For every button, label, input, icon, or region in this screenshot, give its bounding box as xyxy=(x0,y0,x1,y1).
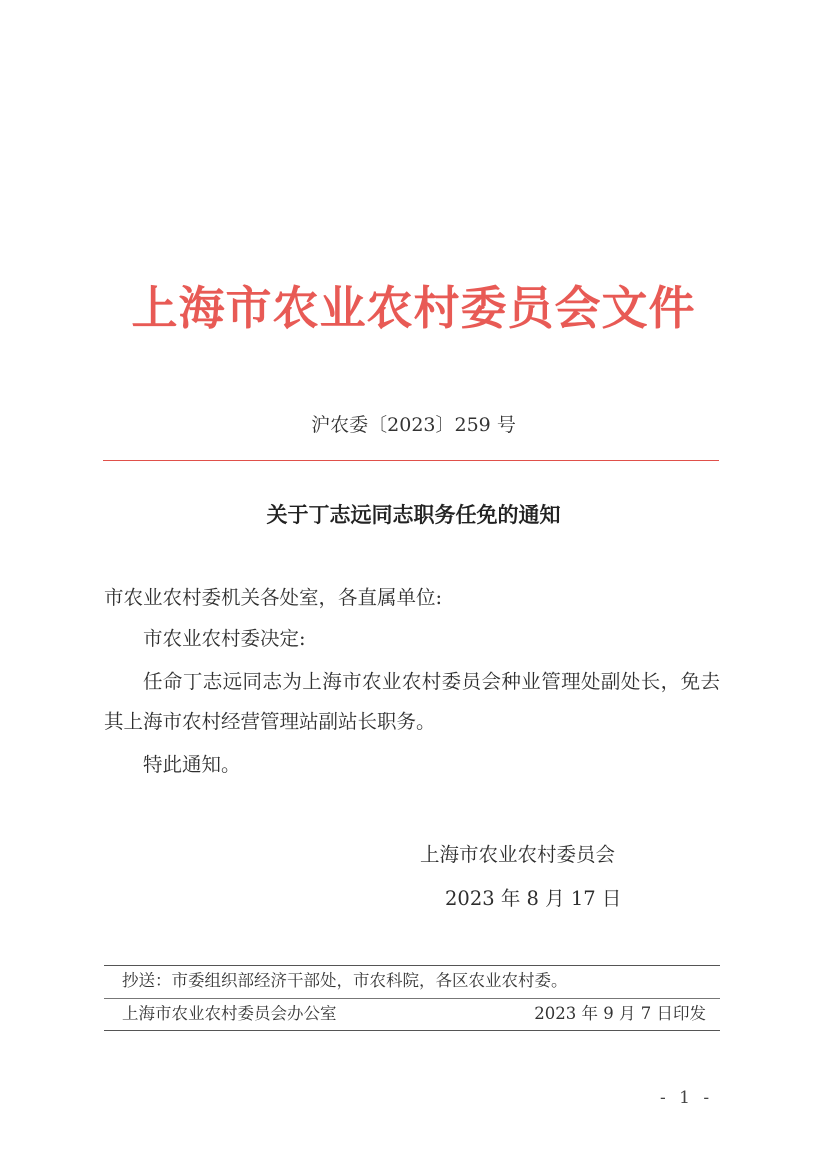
decision-line: 市农业农村委决定: xyxy=(143,627,306,650)
document-number: 沪农委〔2023〕259 号 xyxy=(311,414,516,436)
issuer-line xyxy=(122,999,706,1029)
cc-line: 抄送：市委组织部经济干部处，市农科院，各区农业农村委。 xyxy=(122,971,568,990)
document-masthead: 上海市农业农村委员会文件 xyxy=(131,281,696,335)
document-title: 关于丁志远同志职务任免的通知 xyxy=(266,502,561,527)
signature-organization: 上海市农业农村委员会 xyxy=(420,843,616,866)
page-number: - 1 - xyxy=(660,1088,714,1108)
issue-date: 2023 年 9 月 7 日印发 xyxy=(534,1004,706,1023)
signature-date: 2023 年 8 月 17 日 xyxy=(445,887,622,910)
closing-line: 特此通知。 xyxy=(143,753,241,776)
issuer-office: 上海市农业农村委员会办公室 xyxy=(122,1004,337,1023)
red-divider-line xyxy=(103,460,719,461)
appointment-paragraph: 任命丁志远同志为上海市农业农村委员会种业管理处副处长，免去其上海市农村经营管理站副站长职务。 xyxy=(104,670,720,733)
addressee-line: 市农业农村委机关各处室，各直属单位: xyxy=(104,586,443,609)
footer-bottom-rule xyxy=(104,1030,720,1031)
